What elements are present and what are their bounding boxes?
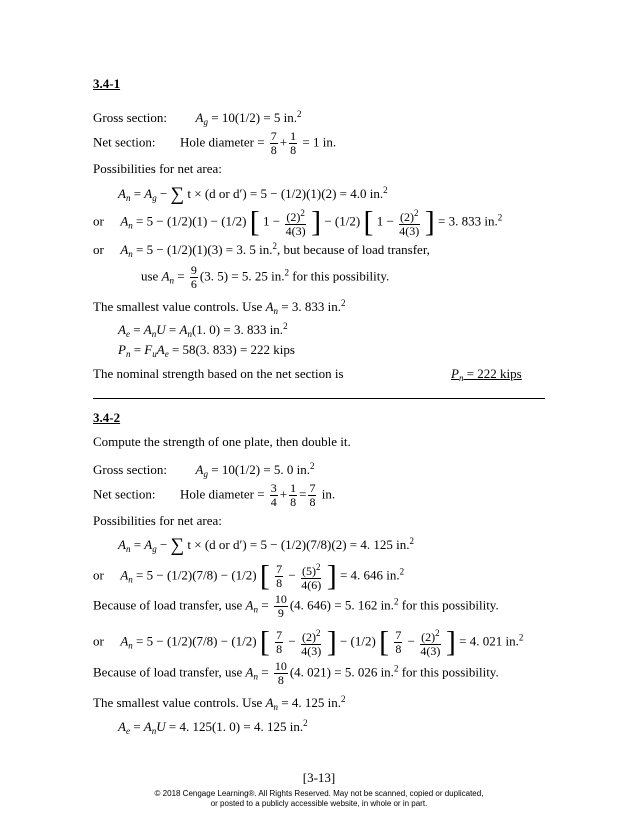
hole-diameter-label: Hole diameter = bbox=[179, 134, 265, 150]
net-area-eq-1: $A_n = A_g$ − ∑ t × (d or d′) = 5 − (1/2)(7/8)(2) = 4. 125 in.$^2$ bbox=[118, 535, 414, 556]
copyright-line: © 2018 Cengage Learning®. All Rights Reserved. May not be scanned, copied or duplicated, bbox=[154, 789, 484, 798]
final-answer: $P_n = 222$ kips bbox=[451, 366, 522, 383]
possibilities-label: Possibilities for net area: bbox=[93, 513, 222, 528]
net-section-line: Net section: Hole diameter = $\frac{7}{8}$ + $\frac{1}{8}$ = 1 in. bbox=[93, 129, 337, 157]
fraction: $\frac{(5)^2}{4(6)}$ bbox=[301, 562, 322, 592]
problem-heading: 3.4-2 bbox=[93, 410, 121, 425]
fraction: $\frac{7}{8}$ bbox=[270, 129, 277, 157]
smallest-value-line: The smallest value controls. Use $A_n = 3$. 833 in.$^2$ bbox=[93, 298, 346, 316]
fraction: $\frac{(2)^2}{4(3)}$ bbox=[399, 208, 420, 238]
gross-section-line: Gross section: $A_g = 10(1/2) = 5$. 0 in.$^2$ bbox=[93, 461, 315, 479]
fraction: $\frac{10}{8}$ bbox=[274, 659, 287, 687]
smallest-value-line: The smallest value controls. Use $A_n = 4$. 125 in.$^2$ bbox=[93, 694, 346, 712]
gross-equation: = 10(1/2) = 5 in. bbox=[211, 110, 298, 125]
page-number: [3-13] bbox=[302, 770, 336, 785]
effective-area-line: $A_e = A_nU = A_n(1$. 0) = 3. 833 in.$^2$ bbox=[118, 321, 288, 339]
net-area-eq-2: or $A_n = 5 - (1/2)(7/8) - (1/2)$ [ $\frac{7}{8}$ − $\frac{(5)^2}{4(6)}$ ] = 4. 646 in.$^2$ bbox=[93, 559, 405, 593]
hole-result: = 1 in. bbox=[302, 134, 337, 150]
fraction: $\frac{7}{8}$ bbox=[309, 481, 316, 509]
effective-area-line: $A_e = A_nU = 4$. 125(1. 0) = 4. 125 in.$^2$ bbox=[118, 718, 308, 736]
fraction: $\frac{3}{4}$ bbox=[270, 481, 277, 509]
fraction: $\frac{7}{8}$ bbox=[395, 628, 402, 656]
fraction: $\frac{7}{8}$ bbox=[276, 628, 283, 656]
fraction: $\frac{10}{9}$ bbox=[274, 592, 287, 620]
gross-section-line: Gross section: $A_g = 10(1/2) = 5$ in.$^2$ bbox=[93, 109, 302, 127]
net-area-eq-3: or $A_n = 5 - (1/2)(1)(3) = 3$. 5 in.$^2$, but because of load transfer, bbox=[93, 241, 430, 259]
net-section-line: Net section: Hole diameter = $\frac{3}{4}$ + $\frac{1}{8}$ = $\frac{7}{8}$ in. bbox=[93, 481, 336, 509]
net-area-eq-2: or $A_n = 5 - (1/2)(1) - (1/2)$ [ 1 − $\frac{(2)^2}{4(3)}$ ] − (1/2) [ 1 − $\frac{(2)^2}{4(3)}$ ] = 3. 833 in.$^2$ bbox=[93, 205, 503, 239]
net-area-eq-1: $A_n = A_g$ − ∑ t × (d or d′) = 5 − (1/2)(1)(2) = 4.0 in.$^2$ bbox=[118, 184, 388, 205]
problem-heading: 3.4-1 bbox=[93, 76, 121, 91]
fraction: $\frac{7}{8}$ bbox=[276, 562, 283, 590]
net-area-eq-3: or $A_n = 5 - (1/2)(7/8) - (1/2)$ [ $\frac{7}{8}$ − $\frac{(2)^2}{4(3)}$ ] − (1/2) [ $\frac{7}{8}$ − $\frac{(2)^2}{4(3)}$ ] = 4. 021 in.$^2$ bbox=[93, 625, 524, 659]
fraction: $\frac{(2)^2}{4(3)}$ bbox=[420, 628, 441, 658]
net-label: Net section: bbox=[93, 134, 156, 150]
intro-line: Compute the strength of one plate, then double it. bbox=[93, 434, 351, 449]
load-transfer-line: use $A_n$ = $\frac{9}{6}$ (3. 5) = 5. 25 in.$^2$ for this possibility. bbox=[141, 263, 390, 291]
fraction: $\frac{9}{6}$ bbox=[190, 263, 197, 291]
section-divider bbox=[93, 398, 545, 399]
nominal-strength-label: The nominal strength based on the net section is bbox=[93, 366, 344, 381]
fraction: $\frac{1}{8}$ bbox=[290, 129, 297, 157]
fraction: $\frac{(2)^2}{4(3)}$ bbox=[301, 628, 322, 658]
load-transfer-line: Because of load transfer, use $A_n$ = $\frac{10}{8}$ (4. 021) = 5. 026 in.$^2$ for this possibility. bbox=[93, 659, 499, 687]
load-transfer-line: Because of load transfer, use $A_n$ = $\frac{10}{9}$ (4. 646) = 5. 162 in.$^2$ for this possibility. bbox=[93, 592, 499, 620]
copyright-line: or posted to a publicly accessible website, in whole or in part. bbox=[210, 799, 428, 808]
nominal-strength-eq: $P_n = F_uA_e = 58(3$. 833) = 222 kips bbox=[118, 342, 295, 359]
fraction: $\frac{(2)^2}{4(3)}$ bbox=[285, 208, 306, 238]
eq-rhs: t × (d or d′) = 5 − (1/2)(1)(2) = 4.0 in. bbox=[187, 186, 384, 201]
possibilities-label: Possibilities for net area: bbox=[93, 161, 222, 176]
gross-label: Gross section: bbox=[93, 110, 168, 125]
fraction: $\frac{1}{8}$ bbox=[290, 481, 297, 509]
